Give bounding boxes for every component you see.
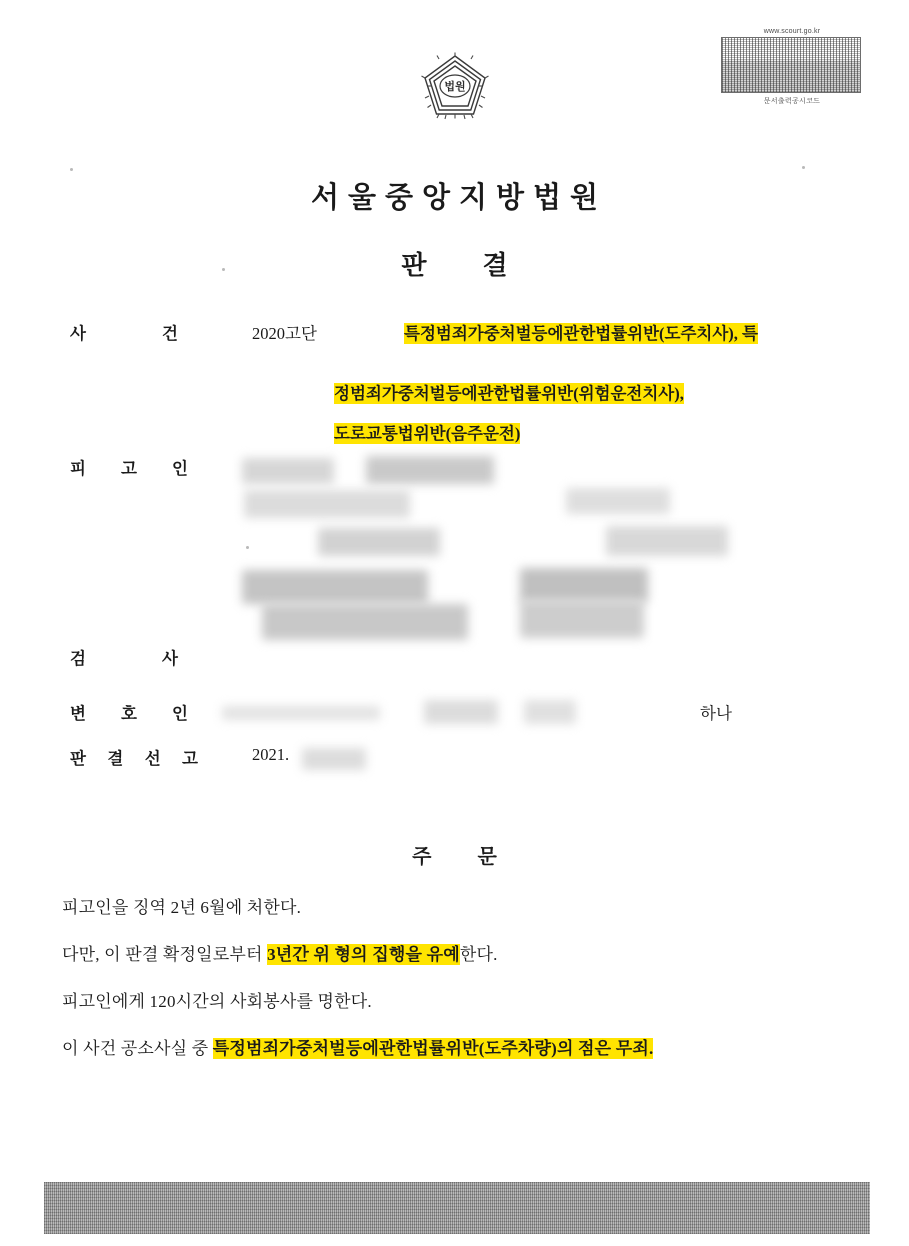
case-charges-line-3-text: 도로교통법위반(음주운전)	[334, 424, 521, 443]
scan-noise-band	[44, 1182, 870, 1234]
page-speck	[70, 168, 73, 171]
field-prosecutor-label: 검 사	[70, 649, 178, 668]
svg-text:법원: 법원	[444, 81, 466, 93]
redaction-block	[222, 706, 380, 720]
field-case-label: 사 건	[70, 324, 178, 343]
field-defendant-label: 피 고 인	[70, 459, 188, 478]
redaction-block	[566, 488, 670, 514]
order-line-3	[62, 987, 372, 1012]
field-judgment-date-value: 2021.	[252, 745, 290, 764]
order-line-2-highlight: 3년간 위 형의 집행을 유예	[267, 945, 460, 964]
redaction-block	[520, 568, 648, 602]
document-title: 판결	[401, 251, 564, 280]
redaction-block	[242, 570, 428, 604]
court-emblem-icon	[419, 52, 491, 128]
field-attorney-value: 하나	[700, 704, 732, 723]
redaction-block	[302, 748, 366, 770]
page-speck	[222, 268, 225, 271]
case-charges-line-3	[334, 420, 520, 444]
barcode-image	[721, 37, 861, 93]
order-line-2-pre: 다만, 이 판결 확정일로부터	[62, 945, 268, 964]
case-charges-line-1-text: 특정범죄가중처벌등에관한법률위반(도주치사), 특	[404, 324, 758, 343]
field-judgment-date-label: 판 결 선 고	[70, 749, 198, 768]
page-speck	[802, 166, 805, 169]
redaction-block	[424, 700, 498, 724]
case-charges-line-2	[334, 380, 684, 404]
barcode-caption: 문서출력공시코드	[763, 98, 821, 105]
redaction-block	[524, 700, 576, 724]
order-line-3-text: 피고인에게 120시간의 사회봉사를 명한다.	[62, 992, 372, 1011]
court-title: 서울중앙지방법원	[310, 182, 608, 214]
order-heading: 주문	[412, 846, 543, 868]
order-line-4	[62, 1034, 653, 1059]
case-charges-line-2-text: 정범죄가중처벌등에관한법률위반(위험운전치사),	[334, 384, 684, 403]
redaction-block	[366, 456, 494, 484]
redaction-block	[520, 600, 644, 638]
case-charges-line-1	[404, 320, 758, 344]
redaction-block	[318, 528, 440, 556]
order-line-1-text: 피고인을 징역 2년 6월에 처한다.	[62, 898, 302, 917]
order-line-4-pre: 이 사건 공소사실 중	[62, 1039, 213, 1058]
order-line-1	[62, 893, 301, 918]
barcode-url: www.scourt.go.kr	[763, 28, 821, 35]
field-attorney-label: 변 호 인	[70, 704, 188, 723]
case-number: 2020고단	[252, 324, 317, 343]
redaction-block	[606, 526, 728, 556]
barcode-block	[721, 28, 863, 106]
order-line-2	[62, 940, 498, 965]
redaction-block	[262, 604, 468, 640]
order-line-4-highlight: 특정범죄가중처벌등에관한법률위반(도주차량)의 점은 무죄.	[212, 1039, 654, 1058]
order-line-2-post: 한다.	[459, 945, 498, 964]
page-speck	[246, 546, 249, 549]
redaction-block	[242, 458, 334, 484]
redaction-block	[244, 490, 410, 518]
